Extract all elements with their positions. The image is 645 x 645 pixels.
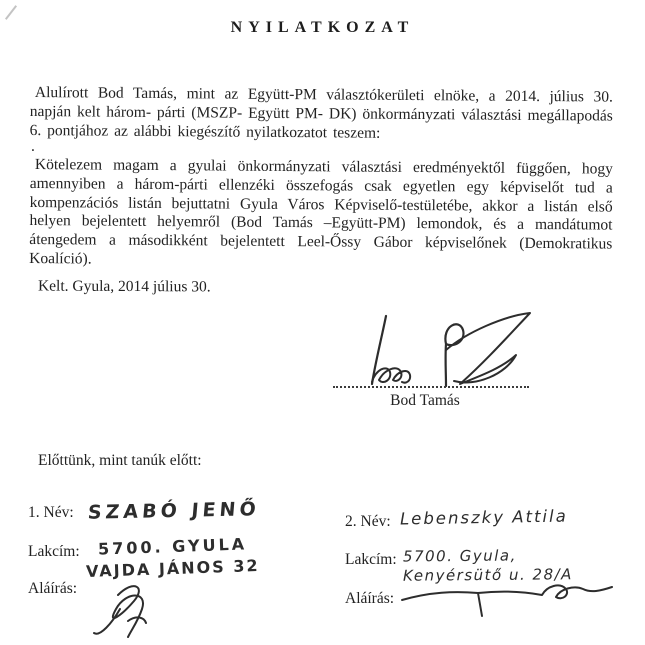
witness1-name-handwritten: SZABÓ JENŐ [86,498,261,524]
witness2-address-label: Lakcím: [345,551,397,568]
paragraph-intro: Alulírott Bod Tamás, mint az Együtt-PM választókerületi elnöke, a 2014. július 30. napján kelt három- párti (MSZP- Együtt PM- DK) önkormányzati választási megállapodás 6. pontjához az alábbi kiegészítő nyilatkozatot teszem: [29,84,613,142]
paragraph-commitment: Kötelezem magam a gyulai önkormányzati választási eredményektől függően, hogy amennyiben a három-párti ellenzéki összefogás csak egyetlen egy képviselőt tud a kompenzációs listán bejuttatni Gyula Város Képviselő-testületébe, akkor a listán első helyen bejelentett helyemről (Bod Tamás –Együtt-PM) lemondok, és a mandátumot átengedem a másodikként bejelentett Leel-Őssy Gábor képviselőnek (Demokratikus Koalíció). [29,156,613,268]
witness2-signature-label: Aláírás: [345,590,395,607]
witness1-address-line1-handwritten: 5700. GYULA [97,534,248,559]
scan-artifact-mark [5,5,17,20]
witness1-name-label: 1. Név: [28,504,74,521]
date-line: Kelt. Gyula, 2014 július 30. [37,277,211,296]
stray-dot: . [31,138,35,155]
witness2-address-line1-handwritten: 5700. Gyula, [402,546,517,566]
witness2-address-line2-handwritten: Kenyérsütő u. 28/A [402,565,573,585]
signature-dotted-line [333,376,529,388]
signer-name: Bod Tamás [390,392,460,409]
witness2-name-label: 2. Név: [345,513,391,530]
witness2-signature-scribble [398,578,616,620]
witness1-address-line2-handwritten: VAJDA JÁNOS 32 [85,555,260,582]
witnesses-intro: Előttünk, mint tanúk előtt: [38,452,202,469]
witness1-signature-label: Aláírás: [28,580,78,597]
document-title: NYILATKOZAT [230,19,415,36]
witness1-address-label: Lakcím: [28,543,80,560]
witness2-name-handwritten: Lebenszky Attila [399,506,568,529]
witness1-signature-scribble [88,575,173,643]
